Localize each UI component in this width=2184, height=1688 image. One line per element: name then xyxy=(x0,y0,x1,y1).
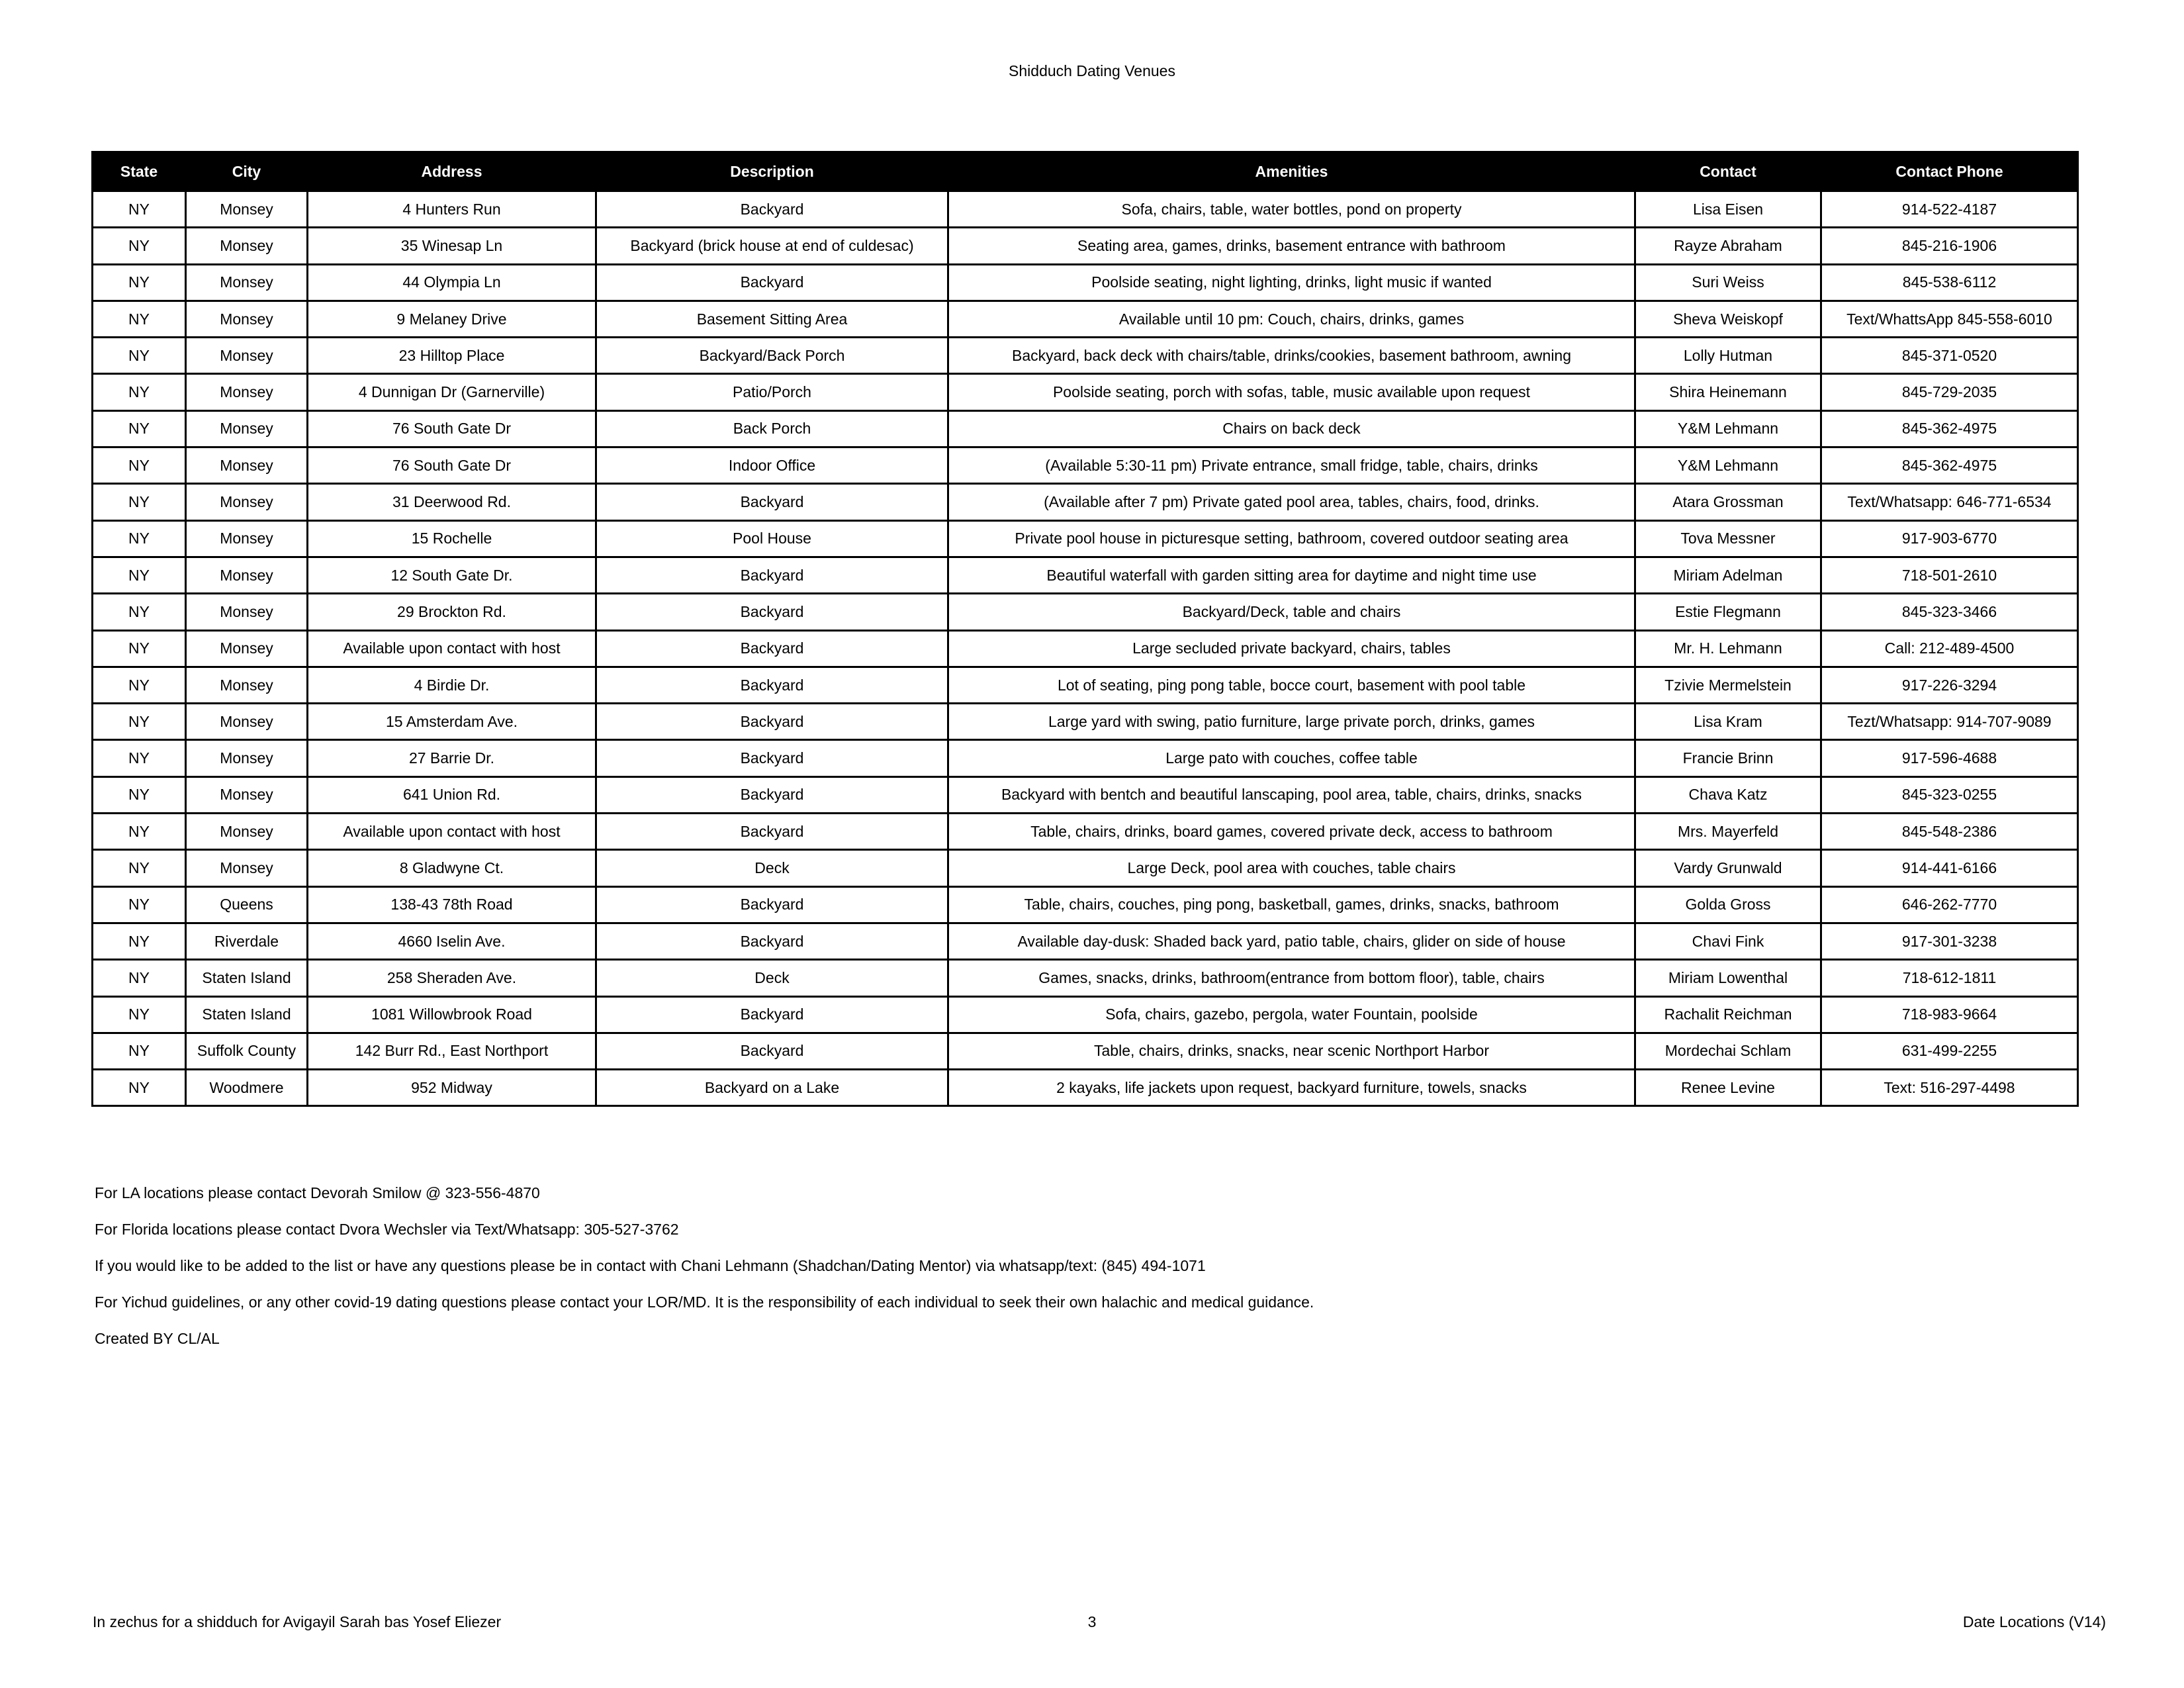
cell-amenities: Sofa, chairs, table, water bottles, pond on property xyxy=(948,191,1635,228)
cell-description: Backyard xyxy=(596,594,948,630)
cell-contact: Atara Grossman xyxy=(1635,484,1821,520)
cell-contact-phone: 845-362-4975 xyxy=(1821,410,2078,447)
table-row xyxy=(93,447,2078,484)
cell-description: Backyard xyxy=(596,557,948,593)
cell-contact: Mordechai Schlam xyxy=(1635,1033,1821,1069)
table-row xyxy=(93,630,2078,667)
cell-contact: Miriam Adelman xyxy=(1635,557,1821,593)
table-row xyxy=(93,374,2078,410)
cell-amenities: Table, chairs, drinks, snacks, near scenic Northport Harbor xyxy=(948,1033,1635,1069)
cell-state: NY xyxy=(93,814,186,850)
cell-address: 4 Hunters Run xyxy=(308,191,596,228)
cell-address: 31 Deerwood Rd. xyxy=(308,484,596,520)
cell-city: Staten Island xyxy=(186,960,308,996)
cell-description: Backyard (brick house at end of culdesac) xyxy=(596,228,948,264)
table-row xyxy=(93,814,2078,850)
cell-state: NY xyxy=(93,776,186,813)
column-header-contact: Contact xyxy=(1635,152,1821,191)
cell-contact-phone: Text/Whatsapp: 646-771-6534 xyxy=(1821,484,2078,520)
cell-address: 258 Sheraden Ave. xyxy=(308,960,596,996)
notes-section xyxy=(95,1184,1314,1366)
cell-amenities: Backyard, back deck with chairs/table, drinks/cookies, basement bathroom, awning xyxy=(948,338,1635,374)
cell-address: 641 Union Rd. xyxy=(308,776,596,813)
cell-contact: Shira Heinemann xyxy=(1635,374,1821,410)
cell-city: Monsey xyxy=(186,704,308,740)
cell-state: NY xyxy=(93,228,186,264)
cell-state: NY xyxy=(93,996,186,1033)
cell-state: NY xyxy=(93,191,186,228)
cell-contact-phone: 718-983-9664 xyxy=(1821,996,2078,1033)
table-row xyxy=(93,850,2078,886)
cell-contact-phone: 845-729-2035 xyxy=(1821,374,2078,410)
cell-state: NY xyxy=(93,264,186,301)
column-header-amenities: Amenities xyxy=(948,152,1635,191)
cell-amenities: Lot of seating, ping pong table, bocce court, basement with pool table xyxy=(948,667,1635,703)
cell-contact-phone: 718-501-2610 xyxy=(1821,557,2078,593)
cell-contact: Suri Weiss xyxy=(1635,264,1821,301)
cell-description: Backyard xyxy=(596,1033,948,1069)
cell-city: Monsey xyxy=(186,338,308,374)
cell-city: Monsey xyxy=(186,301,308,337)
cell-address: 4 Birdie Dr. xyxy=(308,667,596,703)
cell-contact: Estie Flegmann xyxy=(1635,594,1821,630)
table-header-row xyxy=(93,152,2078,191)
table-row xyxy=(93,996,2078,1033)
cell-state: NY xyxy=(93,1033,186,1069)
cell-contact: Tova Messner xyxy=(1635,520,1821,557)
cell-contact: Golda Gross xyxy=(1635,886,1821,923)
column-header-state: State xyxy=(93,152,186,191)
note-la-contact: For LA locations please contact Devorah Smilow @ 323-556-4870 xyxy=(95,1184,540,1201)
cell-state: NY xyxy=(93,594,186,630)
cell-city: Woodmere xyxy=(186,1070,308,1106)
table-row xyxy=(93,594,2078,630)
cell-amenities: (Available after 7 pm) Private gated pool area, tables, chairs, food, drinks. xyxy=(948,484,1635,520)
cell-address: 29 Brockton Rd. xyxy=(308,594,596,630)
cell-contact: Vardy Grunwald xyxy=(1635,850,1821,886)
table-row xyxy=(93,520,2078,557)
cell-description: Backyard xyxy=(596,886,948,923)
cell-amenities: Available until 10 pm: Couch, chairs, drinks, games xyxy=(948,301,1635,337)
cell-contact: Francie Brinn xyxy=(1635,740,1821,776)
footer-version: Date Locations (V14) xyxy=(1962,1613,2106,1630)
cell-description: Backyard xyxy=(596,484,948,520)
cell-amenities: Games, snacks, drinks, bathroom(entrance from bottom floor), table, chairs xyxy=(948,960,1635,996)
cell-contact: Rayze Abraham xyxy=(1635,228,1821,264)
cell-contact-phone: 631-499-2255 xyxy=(1821,1033,2078,1069)
cell-description: Pool House xyxy=(596,520,948,557)
cell-address: Available upon contact with host xyxy=(308,630,596,667)
note-florida-contact: For Florida locations please contact Dvora Wechsler via Text/Whatsapp: 305-527-3762 xyxy=(95,1221,679,1238)
cell-contact: Chava Katz xyxy=(1635,776,1821,813)
cell-city: Riverdale xyxy=(186,923,308,959)
footer-page-number: 3 xyxy=(1087,1613,1097,1630)
cell-address: 9 Melaney Drive xyxy=(308,301,596,337)
cell-amenities: Large pato with couches, coffee table xyxy=(948,740,1635,776)
cell-city: Monsey xyxy=(186,814,308,850)
cell-contact: Miriam Lowenthal xyxy=(1635,960,1821,996)
cell-amenities: Seating area, games, drinks, basement entrance with bathroom xyxy=(948,228,1635,264)
cell-amenities: Backyard with bentch and beautiful lanscaping, pool area, table, chairs, drinks, snacks xyxy=(948,776,1635,813)
cell-city: Queens xyxy=(186,886,308,923)
column-header-contact-phone: Contact Phone xyxy=(1821,152,2078,191)
table-row xyxy=(93,410,2078,447)
cell-state: NY xyxy=(93,667,186,703)
cell-amenities: 2 kayaks, life jackets upon request, backyard furniture, towels, snacks xyxy=(948,1070,1635,1106)
cell-amenities: Poolside seating, porch with sofas, table, music available upon request xyxy=(948,374,1635,410)
cell-state: NY xyxy=(93,886,186,923)
cell-city: Monsey xyxy=(186,594,308,630)
cell-state: NY xyxy=(93,374,186,410)
cell-amenities: Poolside seating, night lighting, drinks, light music if wanted xyxy=(948,264,1635,301)
cell-description: Backyard xyxy=(596,264,948,301)
cell-city: Suffolk County xyxy=(186,1033,308,1069)
cell-state: NY xyxy=(93,923,186,959)
table-row xyxy=(93,704,2078,740)
cell-contact-phone: 845-538-6112 xyxy=(1821,264,2078,301)
cell-amenities: Large secluded private backyard, chairs, tables xyxy=(948,630,1635,667)
table-row xyxy=(93,264,2078,301)
cell-contact-phone: 845-323-0255 xyxy=(1821,776,2078,813)
cell-city: Monsey xyxy=(186,740,308,776)
table-row xyxy=(93,886,2078,923)
cell-amenities: Table, chairs, couches, ping pong, basketball, games, drinks, snacks, bathroom xyxy=(948,886,1635,923)
cell-description: Backyard xyxy=(596,814,948,850)
table-row xyxy=(93,484,2078,520)
cell-amenities: Private pool house in picturesque setting, bathroom, covered outdoor seating area xyxy=(948,520,1635,557)
cell-contact: Lolly Hutman xyxy=(1635,338,1821,374)
cell-state: NY xyxy=(93,484,186,520)
cell-contact-phone: 845-548-2386 xyxy=(1821,814,2078,850)
cell-address: 35 Winesap Ln xyxy=(308,228,596,264)
cell-amenities: Backyard/Deck, table and chairs xyxy=(948,594,1635,630)
cell-description: Patio/Porch xyxy=(596,374,948,410)
cell-description: Deck xyxy=(596,850,948,886)
page-header-title: Shidduch Dating Venues xyxy=(1009,62,1175,79)
cell-state: NY xyxy=(93,557,186,593)
cell-description: Indoor Office xyxy=(596,447,948,484)
cell-address: 12 South Gate Dr. xyxy=(308,557,596,593)
table-row xyxy=(93,338,2078,374)
cell-description: Backyard xyxy=(596,667,948,703)
column-header-city: City xyxy=(186,152,308,191)
cell-address: 44 Olympia Ln xyxy=(308,264,596,301)
cell-description: Back Porch xyxy=(596,410,948,447)
cell-address: 4 Dunnigan Dr (Garnerville) xyxy=(308,374,596,410)
cell-city: Monsey xyxy=(186,228,308,264)
cell-contact-phone: 845-362-4975 xyxy=(1821,447,2078,484)
cell-amenities: Sofa, chairs, gazebo, pergola, water Fountain, poolside xyxy=(948,996,1635,1033)
cell-contact-phone: 914-522-4187 xyxy=(1821,191,2078,228)
cell-contact-phone: 845-323-3466 xyxy=(1821,594,2078,630)
cell-contact-phone: 845-371-0520 xyxy=(1821,338,2078,374)
cell-amenities: Large yard with swing, patio furniture, large private porch, drinks, games xyxy=(948,704,1635,740)
cell-state: NY xyxy=(93,740,186,776)
cell-contact-phone: 845-216-1906 xyxy=(1821,228,2078,264)
cell-city: Monsey xyxy=(186,447,308,484)
cell-city: Monsey xyxy=(186,850,308,886)
cell-state: NY xyxy=(93,850,186,886)
cell-contact-phone: Text/WhattsApp 845-558-6010 xyxy=(1821,301,2078,337)
cell-address: 76 South Gate Dr xyxy=(308,447,596,484)
cell-contact: Renee Levine xyxy=(1635,1070,1821,1106)
cell-description: Backyard xyxy=(596,191,948,228)
table-row xyxy=(93,1070,2078,1106)
cell-contact-phone: Tezt/Whatsapp: 914-707-9089 xyxy=(1821,704,2078,740)
venues-table xyxy=(91,151,2079,1107)
cell-city: Monsey xyxy=(186,520,308,557)
cell-description: Backyard/Back Porch xyxy=(596,338,948,374)
cell-city: Monsey xyxy=(186,374,308,410)
cell-state: NY xyxy=(93,447,186,484)
cell-contact: Mr. H. Lehmann xyxy=(1635,630,1821,667)
cell-city: Monsey xyxy=(186,557,308,593)
cell-city: Monsey xyxy=(186,630,308,667)
cell-address: 15 Amsterdam Ave. xyxy=(308,704,596,740)
cell-description: Backyard on a Lake xyxy=(596,1070,948,1106)
cell-amenities: Chairs on back deck xyxy=(948,410,1635,447)
cell-address: 8 Gladwyne Ct. xyxy=(308,850,596,886)
cell-address: 76 South Gate Dr xyxy=(308,410,596,447)
cell-contact-phone: Text: 516-297-4498 xyxy=(1821,1070,2078,1106)
cell-contact: Lisa Kram xyxy=(1635,704,1821,740)
cell-state: NY xyxy=(93,1070,186,1106)
cell-contact: Tzivie Mermelstein xyxy=(1635,667,1821,703)
cell-contact-phone: 718-612-1811 xyxy=(1821,960,2078,996)
table-row xyxy=(93,557,2078,593)
cell-state: NY xyxy=(93,301,186,337)
cell-city: Monsey xyxy=(186,410,308,447)
cell-contact: Y&M Lehmann xyxy=(1635,447,1821,484)
cell-city: Monsey xyxy=(186,191,308,228)
table-row xyxy=(93,1033,2078,1069)
cell-description: Backyard xyxy=(596,996,948,1033)
table-row xyxy=(93,667,2078,703)
cell-contact-phone: 917-301-3238 xyxy=(1821,923,2078,959)
cell-contact: Sheva Weiskopf xyxy=(1635,301,1821,337)
note-add-to-list: If you would like to be added to the list or have any questions please be in contact with Chani Lehmann (Shadchan/Dating Mentor) via whatsapp/text: (845) 494-1071 xyxy=(95,1257,1206,1274)
cell-contact-phone: 917-226-3294 xyxy=(1821,667,2078,703)
cell-address: 138-43 78th Road xyxy=(308,886,596,923)
cell-description: Backyard xyxy=(596,740,948,776)
cell-amenities: Beautiful waterfall with garden sitting area for daytime and night time use xyxy=(948,557,1635,593)
table-row xyxy=(93,740,2078,776)
cell-contact-phone: 646-262-7770 xyxy=(1821,886,2078,923)
cell-contact: Rachalit Reichman xyxy=(1635,996,1821,1033)
cell-contact-phone: 917-903-6770 xyxy=(1821,520,2078,557)
cell-state: NY xyxy=(93,520,186,557)
note-created-by: Created BY CL/AL xyxy=(95,1330,220,1347)
cell-contact: Chavi Fink xyxy=(1635,923,1821,959)
cell-state: NY xyxy=(93,630,186,667)
cell-contact-phone: 914-441-6166 xyxy=(1821,850,2078,886)
cell-city: Monsey xyxy=(186,484,308,520)
cell-description: Basement Sitting Area xyxy=(596,301,948,337)
cell-description: Backyard xyxy=(596,923,948,959)
cell-city: Monsey xyxy=(186,776,308,813)
cell-address: 142 Burr Rd., East Northport xyxy=(308,1033,596,1069)
note-yichud-guidelines: For Yichud guidelines, or any other covid-19 dating questions please contact your LOR/MD. It is the responsibility of each individual to seek their own halachic and medical guidance. xyxy=(95,1293,1314,1311)
cell-address: 15 Rochelle xyxy=(308,520,596,557)
cell-address: 23 Hilltop Place xyxy=(308,338,596,374)
cell-contact: Y&M Lehmann xyxy=(1635,410,1821,447)
cell-amenities: Available day-dusk: Shaded back yard, patio table, chairs, glider on side of house xyxy=(948,923,1635,959)
table-row xyxy=(93,301,2078,337)
cell-amenities: (Available 5:30-11 pm) Private entrance, small fridge, table, chairs, drinks xyxy=(948,447,1635,484)
cell-city: Monsey xyxy=(186,264,308,301)
cell-city: Staten Island xyxy=(186,996,308,1033)
cell-city: Monsey xyxy=(186,667,308,703)
cell-description: Backyard xyxy=(596,630,948,667)
cell-description: Deck xyxy=(596,960,948,996)
table-body xyxy=(93,191,2078,1106)
cell-state: NY xyxy=(93,338,186,374)
cell-contact: Lisa Eisen xyxy=(1635,191,1821,228)
table-row xyxy=(93,776,2078,813)
column-header-address: Address xyxy=(308,152,596,191)
table-row xyxy=(93,228,2078,264)
cell-amenities: Table, chairs, drinks, board games, covered private deck, access to bathroom xyxy=(948,814,1635,850)
cell-state: NY xyxy=(93,410,186,447)
table-row xyxy=(93,191,2078,228)
cell-contact-phone: Call: 212-489-4500 xyxy=(1821,630,2078,667)
table-row xyxy=(93,960,2078,996)
cell-contact-phone: 917-596-4688 xyxy=(1821,740,2078,776)
cell-address: 1081 Willowbrook Road xyxy=(308,996,596,1033)
column-header-description: Description xyxy=(596,152,948,191)
cell-description: Backyard xyxy=(596,704,948,740)
cell-address: 27 Barrie Dr. xyxy=(308,740,596,776)
cell-state: NY xyxy=(93,960,186,996)
cell-address: 952 Midway xyxy=(308,1070,596,1106)
cell-address: Available upon contact with host xyxy=(308,814,596,850)
footer-dedication: In zechus for a shidduch for Avigayil Sarah bas Yosef Eliezer xyxy=(93,1613,502,1630)
cell-description: Backyard xyxy=(596,776,948,813)
cell-address: 4660 Iselin Ave. xyxy=(308,923,596,959)
cell-state: NY xyxy=(93,704,186,740)
cell-contact: Mrs. Mayerfeld xyxy=(1635,814,1821,850)
table-row xyxy=(93,923,2078,959)
cell-amenities: Large Deck, pool area with couches, table chairs xyxy=(948,850,1635,886)
